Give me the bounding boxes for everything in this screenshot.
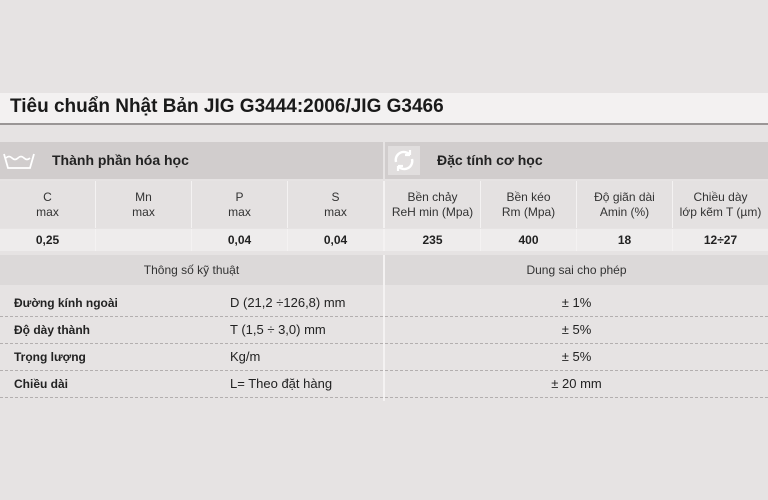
column-name: Bền kéo bbox=[506, 189, 551, 204]
value-cell-yield: 235 bbox=[385, 229, 481, 251]
value-cell-zinc: 12÷27 bbox=[673, 229, 768, 251]
header-cell-elongation bbox=[577, 181, 673, 228]
header-cell-tensile bbox=[481, 181, 577, 228]
spec-tolerance: ± 5% bbox=[561, 349, 592, 364]
spec-value: T (1,5 ÷ 3,0) mm bbox=[230, 322, 326, 337]
property-value-row bbox=[0, 229, 768, 251]
title-bar bbox=[0, 93, 768, 125]
value-cell-p: 0,04 bbox=[192, 229, 288, 251]
mechanical-section-title: Đặc tính cơ học bbox=[437, 152, 543, 168]
recycle-arrows-icon bbox=[385, 142, 423, 179]
specs-heading-left: Thông số kỹ thuật bbox=[0, 255, 383, 285]
column-sub: max bbox=[36, 204, 59, 219]
column-name: Độ giãn dài bbox=[594, 189, 655, 204]
column-sub: max bbox=[324, 204, 347, 219]
wash-basin-icon bbox=[0, 142, 38, 179]
header-cell-c bbox=[0, 181, 96, 228]
spec-tolerance: ± 1% bbox=[561, 295, 592, 310]
column-name: Mn bbox=[135, 189, 152, 204]
spec-name: Đường kính ngoài bbox=[14, 296, 118, 310]
value-cell-tensile: 400 bbox=[481, 229, 577, 251]
column-sub: lớp kẽm T (µm) bbox=[679, 204, 762, 219]
chemical-section-header bbox=[0, 142, 383, 179]
spec-name: Trọng lượng bbox=[14, 350, 86, 364]
column-name: S bbox=[331, 189, 340, 204]
chemical-section-title: Thành phần hóa học bbox=[52, 152, 189, 168]
column-sub: max bbox=[228, 204, 251, 219]
value-cell-s: 0,04 bbox=[288, 229, 385, 251]
spec-value: Kg/m bbox=[230, 349, 261, 364]
spec-name: Chiều dài bbox=[14, 377, 69, 391]
column-name: C bbox=[43, 189, 52, 204]
value-cell-mn bbox=[96, 229, 192, 251]
spec-tolerance: ± 20 mm bbox=[551, 376, 602, 391]
column-sub: max bbox=[132, 204, 155, 219]
property-header-row bbox=[0, 181, 768, 228]
column-name: P bbox=[235, 189, 244, 204]
column-divider bbox=[383, 255, 385, 401]
header-cell-zinc bbox=[673, 181, 768, 228]
column-sub: Rm (Mpa) bbox=[501, 204, 556, 219]
header-cell-mn bbox=[96, 181, 192, 228]
specs-heading-right: Dung sai cho phép bbox=[385, 255, 768, 285]
header-cell-s bbox=[288, 181, 385, 228]
spec-value: L= Theo đặt hàng bbox=[230, 376, 333, 391]
value-cell-c: 0,25 bbox=[0, 229, 96, 251]
header-cell-p bbox=[192, 181, 288, 228]
page-title: Tiêu chuẩn Nhật Bản JIG G3444:2006/JIG G3466 bbox=[10, 96, 444, 117]
value-cell-elongation: 18 bbox=[577, 229, 673, 251]
spec-value: D (21,2 ÷126,8) mm bbox=[230, 295, 346, 310]
mechanical-section-header bbox=[385, 142, 768, 179]
header-cell-yield bbox=[385, 181, 481, 228]
column-name: Bền chảy bbox=[407, 189, 458, 204]
column-sub: ReH min (Mpa) bbox=[391, 204, 474, 219]
column-name: Chiều dày bbox=[693, 189, 748, 204]
column-sub: Amin (%) bbox=[599, 204, 650, 219]
spec-tolerance: ± 5% bbox=[561, 322, 592, 337]
spec-name: Độ dày thành bbox=[14, 323, 91, 337]
